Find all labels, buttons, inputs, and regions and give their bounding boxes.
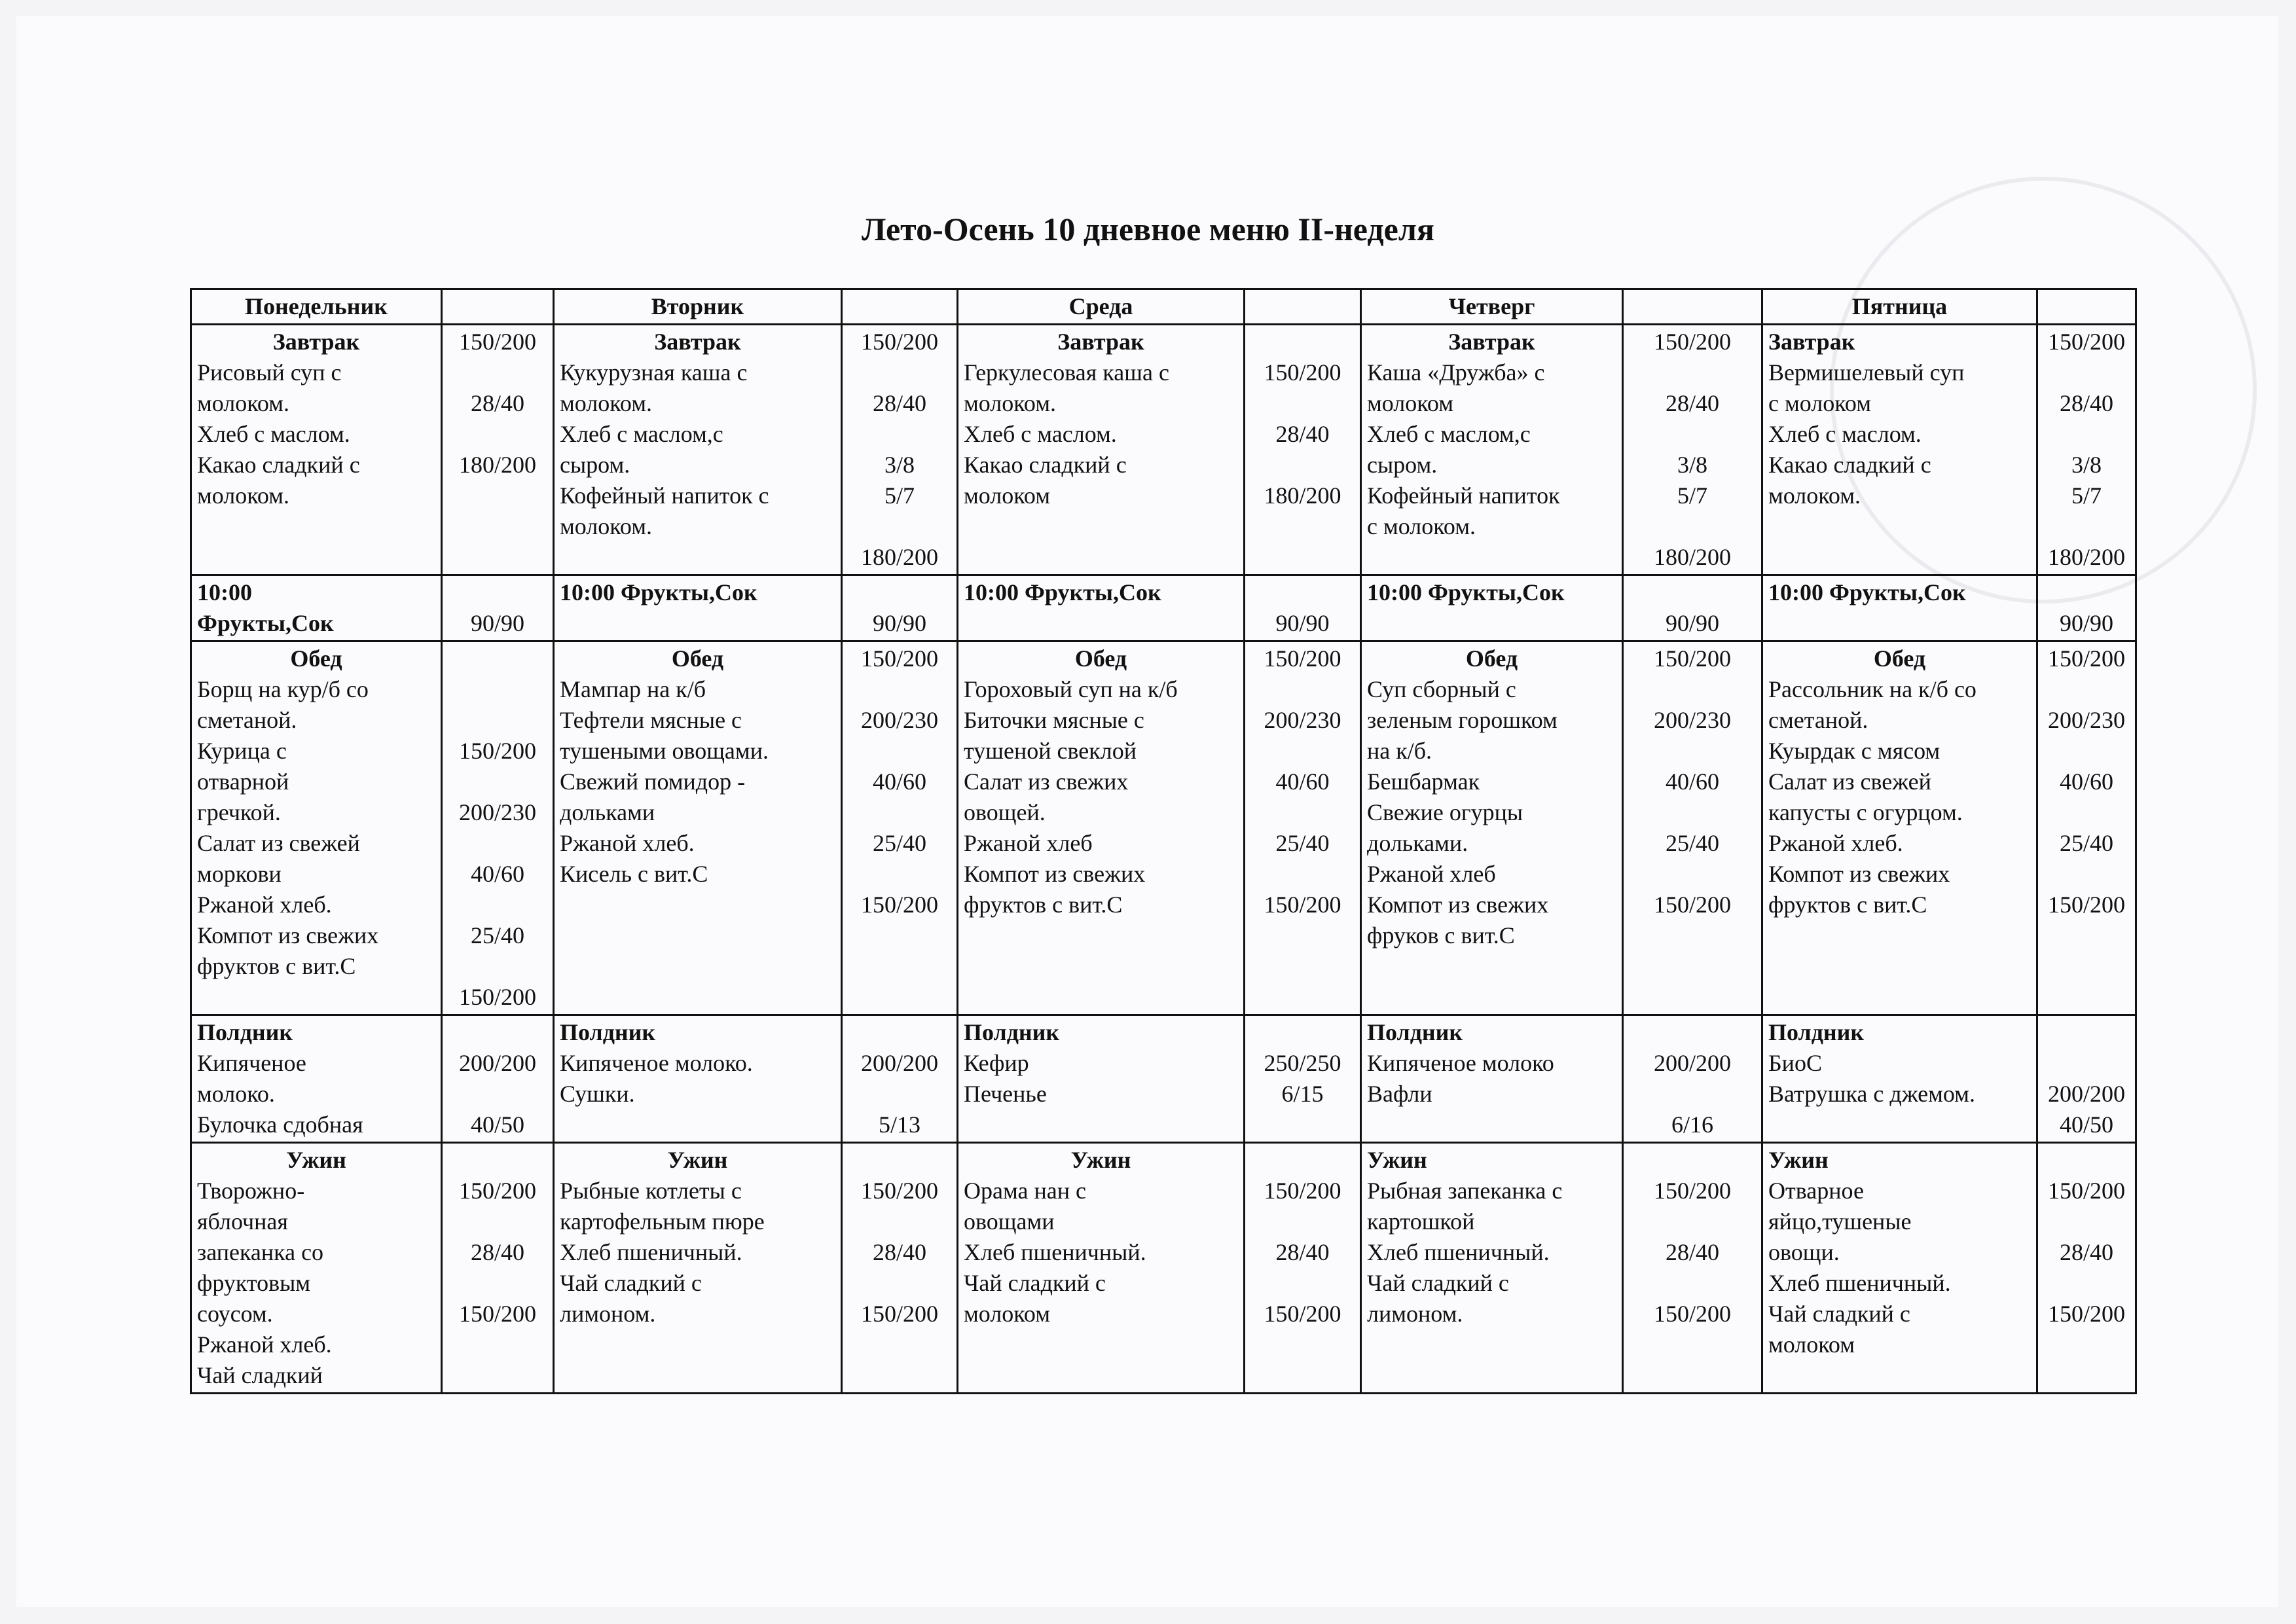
lunch-cell [1762,641,2037,1015]
afternoon-cell [1762,1015,2037,1143]
weights-cell: 150/200 28/40 150/200 [1245,1143,1361,1394]
breakfast-row [191,325,2136,575]
breakfast-cell [958,325,1245,575]
weights-cell: 150/200 28/40 3/8 5/7 180/200 [842,325,958,575]
snack-cell: 10:00 Фрукты,Сок [554,575,842,641]
weights-cell: 200/200 6/16 [1623,1015,1762,1143]
dish-list: Каша «Дружба» с молоком Хлеб с маслом,с сыром. Кофейный напиток с молоком. [1367,359,1560,539]
dinner-cell [554,1143,842,1394]
weights-cell: 150/200 28/40 180/200 [1245,325,1361,575]
meal-heading: Завтрак [272,329,360,355]
meal-heading: Полдник [197,1019,293,1045]
header-tuesday: Вторник [554,289,842,325]
weights-cell: 150/200 200/230 40/60 25/40 150/200 [842,641,958,1015]
afternoon-cell [958,1015,1245,1143]
breakfast-cell [1762,325,2037,575]
lunch-cell [554,641,842,1015]
afternoon-cell [554,1015,842,1143]
dish-list: Кипяченое молоко. Булочка сдобная [197,1050,363,1138]
meal-heading: Ужин [1367,1147,1427,1173]
dish-list: Рисовый суп с молоком. Хлеб с маслом. Какао сладкий с молоком. [197,359,360,509]
header-monday: Понедельник [191,289,442,325]
dish-list: Суп сборный с зеленым горошком на к/б. Бешбармак Свежие огурцы дольками. Ржаной хлеб Компот из свежих фруков с вит.С [1367,676,1558,948]
afternoon-cell [191,1015,442,1143]
meal-heading: Ужин [1768,1147,1829,1173]
afternoon-cell [1361,1015,1623,1143]
meal-heading: Полдник [1768,1019,1865,1045]
weights-cell: 200/200 40/50 [2037,1015,2136,1143]
dish-list: Рыбные котлеты с картофельным пюре Хлеб пшеничный. Чай сладкий с лимоном. [560,1178,765,1327]
dish-list: Орама нан с овощами Хлеб пшеничный. Чай сладкий с молоком [964,1178,1146,1327]
weights-cell: 90/90 [2037,575,2136,641]
breakfast-cell [191,325,442,575]
meal-heading: Ужин [286,1147,346,1173]
weights-cell: 90/90 [842,575,958,641]
snack-row [191,575,2136,641]
dish-list: Кефир Печенье [964,1050,1047,1107]
dish-list: Борщ на кур/б со сметаной. Курица с отварной гречкой. Салат из свежей моркови Ржаной хлеб. Компот из свежих фруктов с вит.С [197,676,379,979]
dish-list: Вермишелевый суп с молоком Хлеб с маслом. Какао сладкий с молоком. [1768,359,1965,509]
dish-list: Кукурузная каша с молоком. Хлеб с маслом,с сыром. Кофейный напиток с молоком. [560,359,769,539]
weights-cell: 150/200 28/40 150/200 [442,1143,554,1394]
header-blank [442,289,554,325]
snack-cell: 10:00 Фрукты,Сок [1762,575,2037,641]
dinner-cell [191,1143,442,1394]
dish-list: Гороховый суп на к/б Биточки мясные с тушеной свеклой Салат из свежих овощей. Ржаной хлеб Компот из свежих фруктов с вит.С [964,676,1178,918]
header-friday: Пятница [1762,289,2037,325]
weights-cell: 250/250 6/15 [1245,1015,1361,1143]
snack-cell: 10:00 Фрукты,Сок [1361,575,1623,641]
menu-table [190,288,2137,1394]
meal-heading: Полдник [560,1019,656,1045]
meal-heading: Завтрак [654,329,741,355]
meal-heading: Обед [1465,645,1518,672]
meal-heading: Обед [1873,645,1926,672]
weights-cell: 150/200 28/40 3/8 5/7 180/200 [2037,325,2136,575]
header-row [191,289,2136,325]
afternoon-row [191,1015,2136,1143]
dish-list: Кипяченое молоко. Сушки. [560,1050,753,1107]
weights-cell: 150/200 200/230 40/60 25/40 150/200 [1623,641,1762,1015]
breakfast-cell [1361,325,1623,575]
header-thursday: Четверг [1361,289,1623,325]
snack-cell: 10:00 Фрукты,Сок [958,575,1245,641]
weights-cell: 150/200 200/230 40/60 25/40 150/200 [1245,641,1361,1015]
dish-list: Мампар на к/б Тефтели мясные с тушеными овощами. Свежий помидор - дольками Ржаной хлеб. Кисель с вит.С [560,676,769,887]
header-blank [1245,289,1361,325]
dish-list: Кипяченое молоко Вафли [1367,1050,1554,1107]
header-blank [2037,289,2136,325]
meal-heading: Завтрак [1768,329,1855,355]
header-blank [1623,289,1762,325]
meal-heading: Ужин [1070,1147,1131,1173]
dish-list: Рыбная запеканка с картошкой Хлеб пшеничный. Чай сладкий с лимоном. [1367,1178,1563,1327]
dish-list: Творожно- яблочная запеканка со фруктовым соусом. Ржаной хлеб. Чай сладкий [197,1178,332,1388]
weights-cell: 90/90 [1245,575,1361,641]
dish-list: Отварное яйцо,тушеные овощи. Хлеб пшеничный. Чай сладкий с молоком [1768,1178,1951,1358]
lunch-cell [191,641,442,1015]
dish-list: БиоС Ватрушка с джемом. [1768,1050,1975,1107]
weights-cell: 150/200 28/40 150/200 [1623,1143,1762,1394]
meal-heading: Ужин [667,1147,728,1173]
header-wednesday: Среда [958,289,1245,325]
weights-cell: 200/200 40/50 [442,1015,554,1143]
header-blank [842,289,958,325]
dish-list: Рассольник на к/б со сметаной. Куырдак с мясом Салат из свежей капусты с огурцом. Ржаной хлеб. Компот из свежих фруктов с вит.С [1768,676,1977,918]
dinner-cell [1762,1143,2037,1394]
page-title: Лето-Осень 10 дневное меню II-неделя [862,211,1434,247]
breakfast-cell [554,325,842,575]
dinner-row [191,1143,2136,1394]
weights-cell: 150/200 28/40 150/200 [2037,1143,2136,1394]
weights-cell: 150/200 200/230 40/60 25/40 150/200 [442,641,554,1015]
weights-cell: 90/90 [442,575,554,641]
meal-heading: Завтрак [1448,329,1535,355]
weights-cell: 150/200 28/40 180/200 [442,325,554,575]
weights-cell: 200/200 5/13 [842,1015,958,1143]
meal-heading: Полдник [964,1019,1060,1045]
meal-heading: Обед [671,645,724,672]
snack-cell: 10:00 Фрукты,Сок [191,575,442,641]
dish-list: Геркулесовая каша с молоком. Хлеб с маслом. Какао сладкий с молоком [964,359,1169,509]
meal-heading: Полдник [1367,1019,1463,1045]
weights-cell: 150/200 28/40 3/8 5/7 180/200 [1623,325,1762,575]
meal-heading: Обед [290,645,342,672]
meal-heading: Завтрак [1057,329,1144,355]
dinner-cell [958,1143,1245,1394]
weights-cell: 150/200 200/230 40/60 25/40 150/200 [2037,641,2136,1015]
weights-cell: 150/200 28/40 150/200 [842,1143,958,1394]
dinner-cell [1361,1143,1623,1394]
weights-cell: 90/90 [1623,575,1762,641]
lunch-cell [1361,641,1623,1015]
lunch-cell [958,641,1245,1015]
lunch-row [191,641,2136,1015]
meal-heading: Обед [1074,645,1127,672]
